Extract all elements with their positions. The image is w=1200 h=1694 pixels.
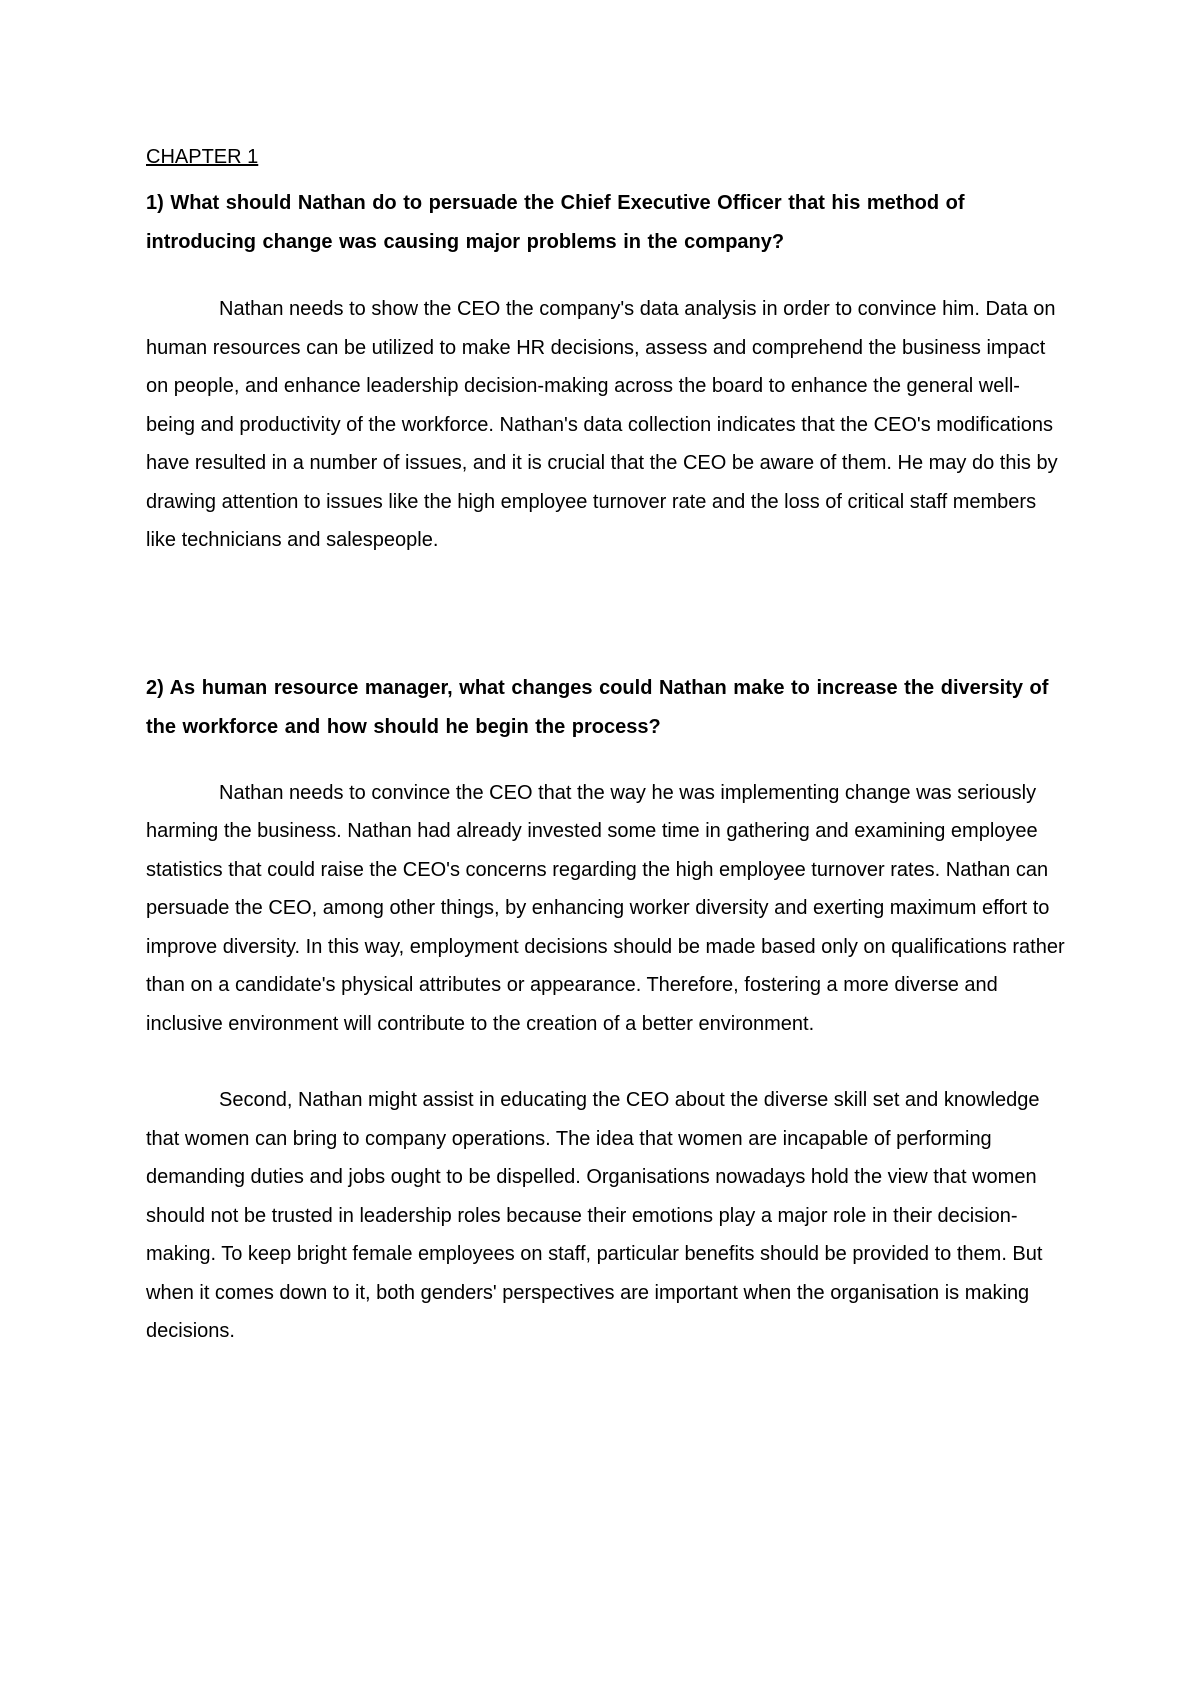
document-body xyxy=(146,144,1066,1351)
chapter-heading: CHAPTER 1 xyxy=(146,146,259,168)
answer-2-paragraph-1: Nathan needs to convince the CEO that the way he was implementing change was seriously harming the business. Nathan had already invested some time in gathering and examining employee statistics that could raise the CEO's concerns regarding the high employee turnover rates. Nathan can persuade the CEO, among other things, by enhancing worker diversity and exerting maximum effort to improve diversity. In this way, employment decisions should be made based only on qualifications rather than on a candidate's physical attributes or appearance. Therefore, fostering a more diverse and inclusive environment will contribute to the creation of a better environment. xyxy=(146,781,1065,1035)
answer-1-paragraph: Nathan needs to show the CEO the company's data analysis in order to convince him. Data on human resources can be utilized to make HR decisions, assess and comprehend the business impact on people, and enhance leadership decision-making across the board to enhance the general well-being and productivity of the workforce. Nathan's data collection indicates that the CEO's modifications have resulted in a number of issues, and it is crucial that the CEO be aware of them. He may do this by drawing attention to issues like the high employee turnover rate and the loss of critical staff members like technicians and salespeople. xyxy=(146,298,1058,551)
answer-2-paragraph-2: Second, Nathan might assist in educating the CEO about the diverse skill set and knowledge that women can bring to company operations. The idea that women are incapable of performing demanding duties and jobs ought to be dispelled. Organisations nowadays hold the view that women should not be trusted in leadership roles because their emotions play a major role in their decision-making. To keep bright female employees on staff, particular benefits should be provided to them. But when it comes down to it, both genders' perspectives are important when the organisation is making decisions. xyxy=(146,1089,1043,1342)
question-2: 2) As human resource manager, what changes could Nathan make to increase the diversity of the workforce and how should he begin the process? xyxy=(146,676,1049,738)
question-1: 1) What should Nathan do to persuade the Chief Executive Officer that his method of introducing change was causing major problems in the company? xyxy=(146,192,965,253)
